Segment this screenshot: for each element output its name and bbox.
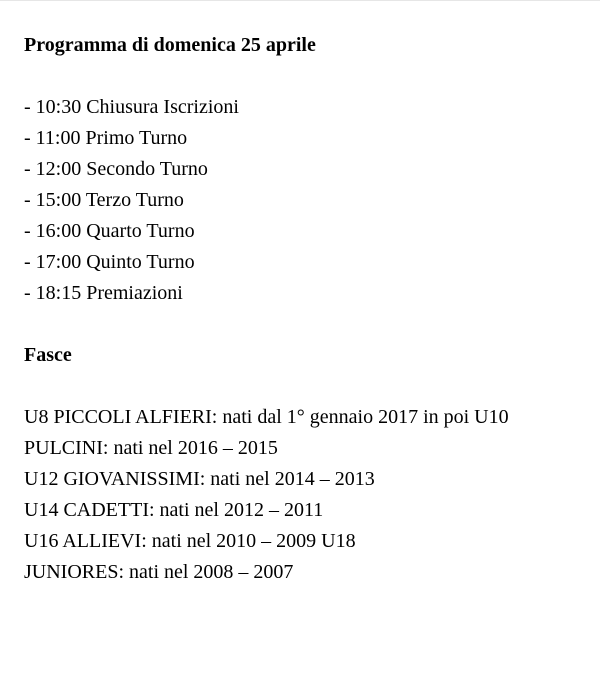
fasce-line: U14 CADETTI: nati nel 2012 – 2011 — [24, 499, 324, 521]
fasce-line: JUNIORES: nati nel 2008 – 2007 — [24, 561, 294, 583]
fasce-line: U16 ALLIEVI: nati nel 2010 – 2009 U18 — [24, 530, 356, 552]
programma-list — [24, 92, 594, 309]
spacer — [24, 61, 594, 92]
programma-item: - 18:15 Premiazioni — [24, 282, 183, 304]
fasce-line: U8 PICCOLI ALFIERI: nati dal 1° gennaio 2017 in poi U10 — [24, 406, 509, 428]
document-body — [24, 30, 594, 588]
programma-item: - 15:00 Terzo Turno — [24, 189, 184, 211]
spacer — [24, 309, 594, 340]
fasce-list — [24, 402, 594, 588]
programma-item: - 10:30 Chiusura Iscrizioni — [24, 96, 239, 118]
fasce-line: U12 GIOVANISSIMI: nati nel 2014 – 2013 — [24, 468, 375, 490]
programma-item: - 12:00 Secondo Turno — [24, 158, 208, 180]
fasce-heading: Fasce — [24, 344, 72, 366]
programma-heading: Programma di domenica 25 aprile — [24, 34, 316, 56]
programma-item: - 16:00 Quarto Turno — [24, 220, 195, 242]
fasce-line: PULCINI: nati nel 2016 – 2015 — [24, 437, 278, 459]
programma-item: - 17:00 Quinto Turno — [24, 251, 195, 273]
programma-item: - 11:00 Primo Turno — [24, 127, 188, 149]
top-divider — [0, 0, 600, 1]
spacer — [24, 371, 594, 402]
